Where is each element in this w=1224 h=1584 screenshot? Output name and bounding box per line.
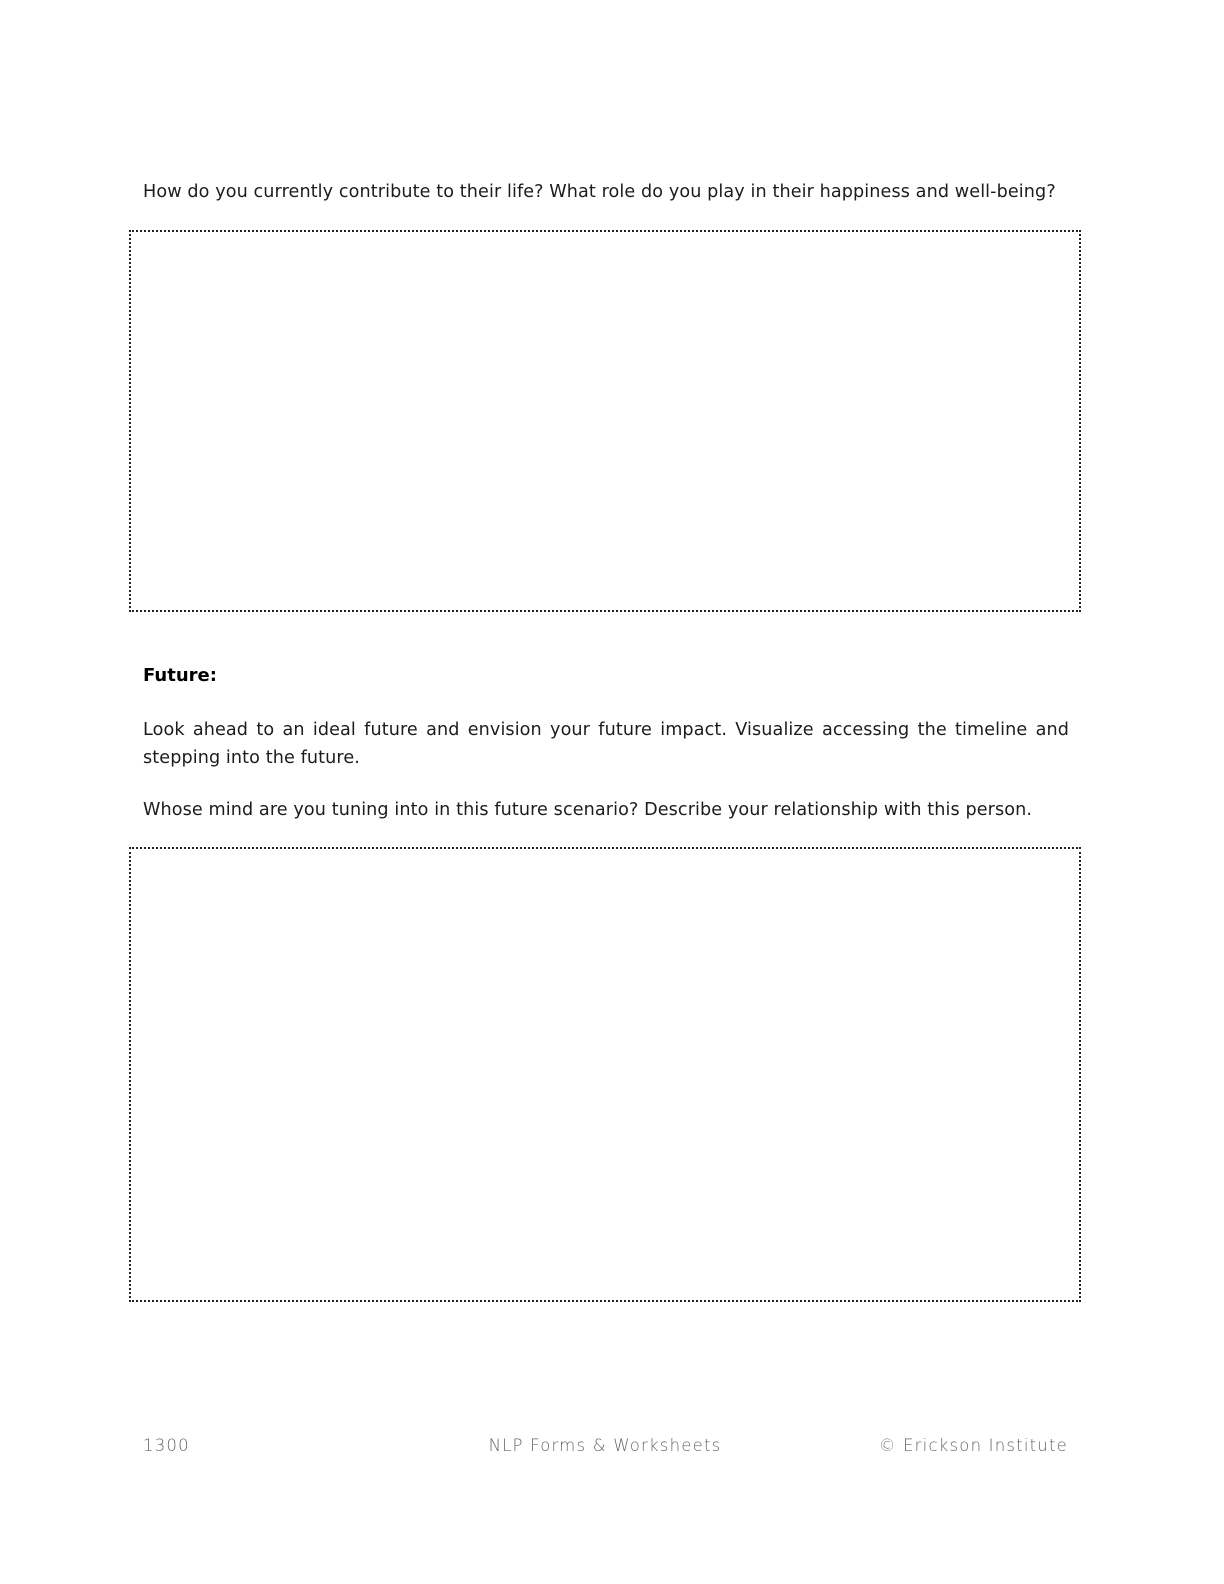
section-heading-future: Future: [143, 665, 217, 686]
footer-title: NLP Forms & Worksheets [488, 1436, 722, 1455]
question-current-contribution: How do you currently contribute to their life? What role do you play in their happiness and well-being? [143, 182, 1056, 202]
question-future-mind: Whose mind are you tuning into in this future scenario? Describe your relationship with this person. [143, 800, 1033, 820]
answer-box-future-mind[interactable] [129, 847, 1081, 1302]
answer-box-current-contribution[interactable] [129, 230, 1081, 612]
footer-copyright: © Erickson Institute [878, 1436, 1068, 1455]
future-intro-paragraph: Look ahead to an ideal future and envision your future impact. Visualize accessing the timeline and stepping into the future. [143, 720, 1069, 768]
footer-page-number: 1300 [143, 1436, 190, 1455]
